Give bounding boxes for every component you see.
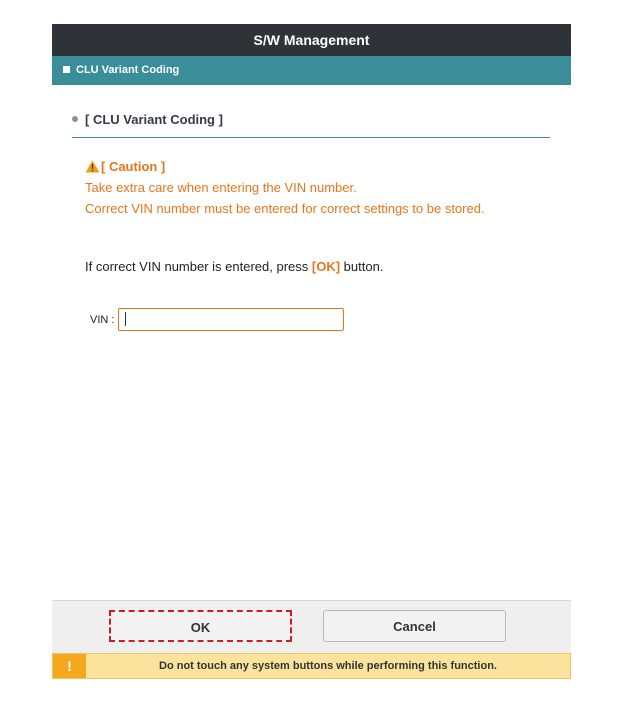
vin-label: VIN : — [90, 314, 115, 326]
subheader-label: CLU Variant Coding — [76, 64, 180, 76]
square-bullet-icon — [63, 66, 70, 73]
exclamation-icon: ! — [53, 654, 86, 678]
window-title: S/W Management — [52, 24, 571, 56]
instruction-after: button. — [340, 259, 384, 274]
text-caret — [125, 312, 126, 326]
sw-management-window — [52, 24, 571, 679]
caution-line-2: Correct VIN number must be entered for correct settings to be stored. — [85, 201, 485, 216]
ok-button[interactable]: OK — [109, 610, 292, 642]
instruction-text — [85, 259, 383, 274]
subheader-bar — [52, 56, 571, 85]
caution-block — [85, 156, 485, 219]
bullet-dot-icon — [72, 116, 78, 122]
caution-title-row — [85, 156, 485, 177]
warning-message: Do not touch any system buttons while performing this function. — [159, 660, 497, 672]
caution-title: [ Caution ] — [101, 159, 166, 174]
footer-button-bar — [52, 600, 571, 654]
section-title: [ CLU Variant Coding ] — [85, 112, 223, 127]
instruction-ok-ref: [OK] — [311, 259, 341, 274]
vin-input[interactable] — [118, 308, 344, 331]
warning-bar — [52, 653, 571, 679]
warning-triangle-icon — [85, 160, 100, 173]
instruction-before: If correct VIN number is entered, press — [85, 259, 312, 274]
caution-line-1: Take extra care when entering the VIN number. — [85, 180, 357, 195]
section-header — [72, 112, 550, 138]
cancel-button[interactable]: Cancel — [323, 610, 506, 642]
